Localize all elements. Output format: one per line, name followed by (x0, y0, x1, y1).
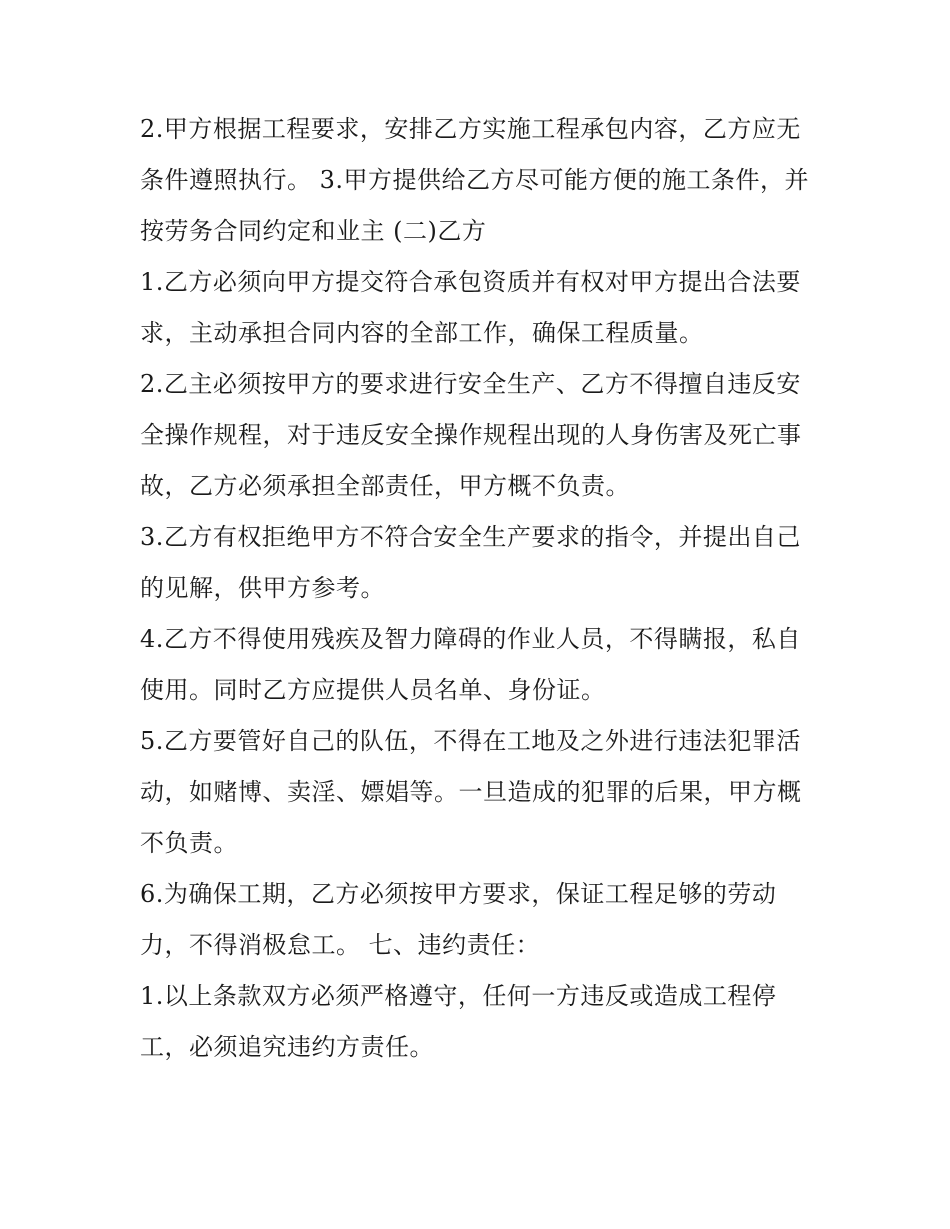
document-body (140, 104, 820, 1073)
paragraph-party-b-clause-5: 5.乙方要管好自己的队伍，不得在工地及之外进行违法犯罪活 动，如赌博、卖淫、嫖娼等。一旦造成的犯罪的后果，甲方概 不负责。 (140, 727, 802, 857)
paragraph-breach-clause-1: 1.以上条款双方必须严格遵守，任何一方违反或造成工程停 工，必须追究违约方责任。 (140, 982, 777, 1061)
paragraph-party-a-clause-2-3: 2.甲方根据工程要求，安排乙方实施工程承包内容，乙方应无 条件遵照执行。 3.甲方提供给乙方尽可能方便的施工条件，并 按劳务合同约定和业主 (二)乙方 (140, 115, 810, 245)
paragraph-party-b-clause-1: 1.乙方必须向甲方提交符合承包资质并有权对甲方提出合法要 求，主动承担合同内容的全部工作，确保工程质量。 (140, 268, 801, 347)
paragraph-party-b-clause-3: 3.乙方有权拒绝甲方不符合安全生产要求的指令，并提出自己 的见解，供甲方参考。 (140, 523, 801, 602)
paragraph-party-b-clause-6: 6.为确保工期，乙方必须按甲方要求，保证工程足够的劳动 力，不得消极怠工。 七、违约责任： (140, 880, 777, 959)
paragraph-party-b-clause-4: 4.乙方不得使用残疾及智力障碍的作业人员，不得瞒报，私自 使用。同时乙方应提供人员名单、身份证。 (140, 625, 801, 704)
paragraph-party-b-clause-2: 2.乙主必须按甲方的要求进行安全生产、乙方不得擅自违反安 全操作规程，对于违反安全操作规程出现的人身伤害及死亡事 故，乙方必须承担全部责任，甲方概不负责。 (140, 370, 802, 500)
